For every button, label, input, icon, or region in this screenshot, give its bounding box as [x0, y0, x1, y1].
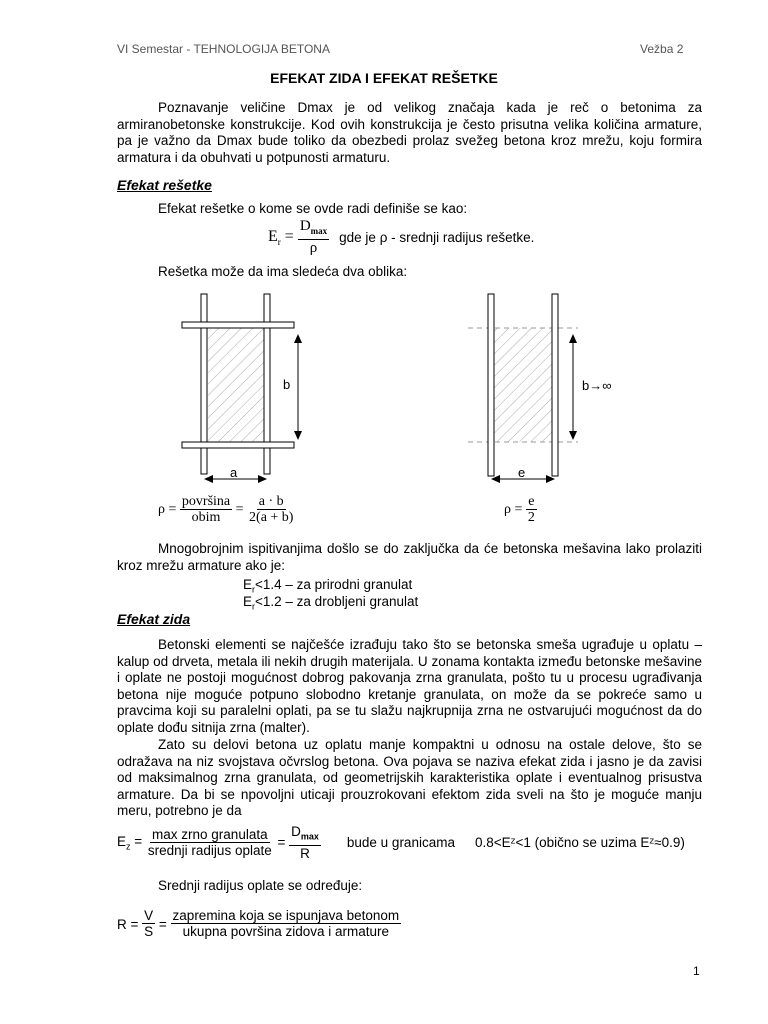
eq-numerator-sub: max	[310, 226, 328, 236]
grid-conclusion: Mnogobrojnim ispitivanjima došlo se do zaključka da će betonska mešavina lako prolaziti kroz mrežu armature ako je:	[117, 541, 702, 573]
label-e: e	[518, 465, 526, 480]
cond2-text: <1.2 – za drobljeni granulat	[255, 594, 419, 609]
ez-lhs: E	[117, 834, 127, 849]
label-b: b	[283, 377, 291, 392]
rho-den-2e: 2	[527, 510, 535, 525]
rho-num-e: e	[528, 494, 535, 509]
eq-lhs-sub: r	[277, 237, 281, 248]
grid-figure-open	[460, 286, 635, 486]
r-den-1: S	[144, 924, 154, 939]
hatched-area-2	[494, 328, 552, 442]
cond2-sym: E	[243, 594, 253, 609]
eq-denominator: ρ	[309, 240, 318, 256]
rho-symbol: ρ	[158, 502, 165, 517]
eq-note: gde je ρ - srednji radijus rešetke.	[339, 230, 535, 245]
intro-paragraph: Poznavanje veličine Dmax je od velikog značaja kada je reč o betonima za armiranobetonske konstrukcije. Kod ovih konstrukcija je često prisutna velika količina armature, pa je važno da Dmax bude toliko da obezbedi prolaz svežeg betona kroz mrežu, koju formira armatura i da obuhvati u potpunosti armaturu.	[117, 100, 702, 165]
running-header-right: Vežba 2	[640, 42, 684, 56]
ez-num-2: D	[291, 824, 301, 839]
label-b-inf: b→∞	[582, 378, 612, 393]
radius-equation: R = $\frac{V}{S}$ = $\frac{\text{zapremina koja se ispunjava betonom}}{\text{ukupna površina zidova i armature}}$	[117, 908, 400, 939]
ez-den-2: R	[300, 845, 310, 861]
page-title: EFEKAT ZIDA I EFEKAT REŠETKE	[270, 70, 498, 86]
eq-numerator: D	[299, 218, 311, 234]
grid-effect-definition: Efekat rešetke o kome se ovde radi definiše se kao:	[158, 201, 468, 216]
horizontal-bar-bottom	[182, 442, 294, 448]
r-num-2: zapremina koja se ispunjava betonom	[172, 908, 400, 923]
rho-num-1: površina	[181, 494, 231, 509]
condition-natural	[243, 577, 412, 595]
rho-den-2: 2(a + b)	[249, 510, 294, 525]
cond1-text: <1.4 – za prirodni granulat	[255, 577, 413, 592]
wall-effect-equation: $E_z$ = $\frac{\text{max zrno granulata}}{\text{srednji radijus oplate}}$ = $\frac{D_{max}}{R}$ bude u granicama 0.8<Eᶻ<1 (obično se uzima Eᶻ≈0.9)	[117, 824, 685, 861]
vertical-bar-right-2	[552, 294, 558, 476]
ez-note-2: 0.8<Eᶻ<1 (obično se uzima Eᶻ≈0.9)	[474, 835, 685, 851]
section-heading-grid-effect: Efekat rešetke	[117, 177, 212, 193]
vertical-bar-left-2	[488, 294, 494, 476]
condition-crushed	[243, 594, 418, 612]
hatched-area	[208, 328, 264, 442]
ez-note-1: bude u granicama	[346, 835, 455, 851]
wall-effect-paragraph-2: Zato su delovi betona uz oplatu manje kompaktni u odnosu na ostale delove, što se odražava na niz svojstava očvrslog betona. Ova pojava se naziva efekat zida i jasno je da zavisi od maksimalnog zrna granulata, od geometrijskih karakteristika oplate i eventualnog prisustva armature. Da bi se npovoljni uticaji prouzrokovani efektom zida sveli na što je moguće manju meru, potrebno je da	[117, 737, 702, 819]
page-number: 1	[693, 964, 700, 978]
grid-figure-closed	[170, 286, 320, 486]
wall-effect-paragraph-1: Betonski elementi se najčešće izrađuju tako što se betonska smeša ugrađuje u oplatu – kalup od drveta, metala ili nekih drugih materijala. U zonama kontakta između betonske mešavine i oplate ne postoji mogućnost dobrog pakovanja zrna granulata, pošto tu u procesu ugrađivanja betona nije moguće potpuno slobodno kretanje granulata, on može da se pokreće samo u pravcima koji su paralelni oplati, pa se tu slažu najkrupnija zrna ne ostvarujući mogućnost da do oplate dođu sitnija zrna (malter).	[117, 637, 702, 735]
running-header-left: VI Semestar - TEHNOLOGIJA BETONA	[117, 42, 330, 56]
label-a: a	[230, 465, 238, 480]
r-num-1: V	[144, 908, 154, 923]
section-heading-wall-effect: Efekat zida	[117, 611, 191, 627]
ez-lhs-sub: z	[126, 841, 131, 852]
cond1-sym: E	[243, 577, 253, 592]
ez-num-2-sub: max	[300, 831, 319, 842]
grid-forms-text: Rešetka može da ima sledeća dva oblika:	[158, 264, 408, 279]
r-den-2: ukupna površina zidova i armature	[182, 924, 390, 939]
ez-den-1: srednji radijus oplate	[147, 842, 272, 858]
grid-effect-equation: $E_r$ = $\frac{D_{max}}{\rho}$ gde je ρ - srednji radijus rešetke.	[268, 218, 535, 256]
cond2-sub: r	[252, 601, 256, 612]
rho-symbol-2: ρ	[504, 502, 511, 517]
rho-formula-closed: ρ = $\frac{\text{površina}}{\text{obim}}$ = $\frac{a \cdot b}{2(a + b)}$	[158, 494, 294, 525]
cond1-sub: r	[252, 584, 256, 595]
rho-num-2: a · b	[258, 494, 284, 509]
eq-fraction	[298, 219, 329, 256]
horizontal-bar-top	[182, 322, 294, 328]
eq-lhs: E	[268, 227, 278, 245]
r-lhs: R	[117, 916, 127, 932]
rho-den-1: obim	[191, 510, 221, 525]
ez-num-1: max zrno granulata	[152, 826, 268, 842]
rho-formula-open: ρ = $\frac{e}{2}$	[504, 494, 535, 525]
radius-intro: Srednji radijus oplate se određuje:	[158, 878, 363, 893]
